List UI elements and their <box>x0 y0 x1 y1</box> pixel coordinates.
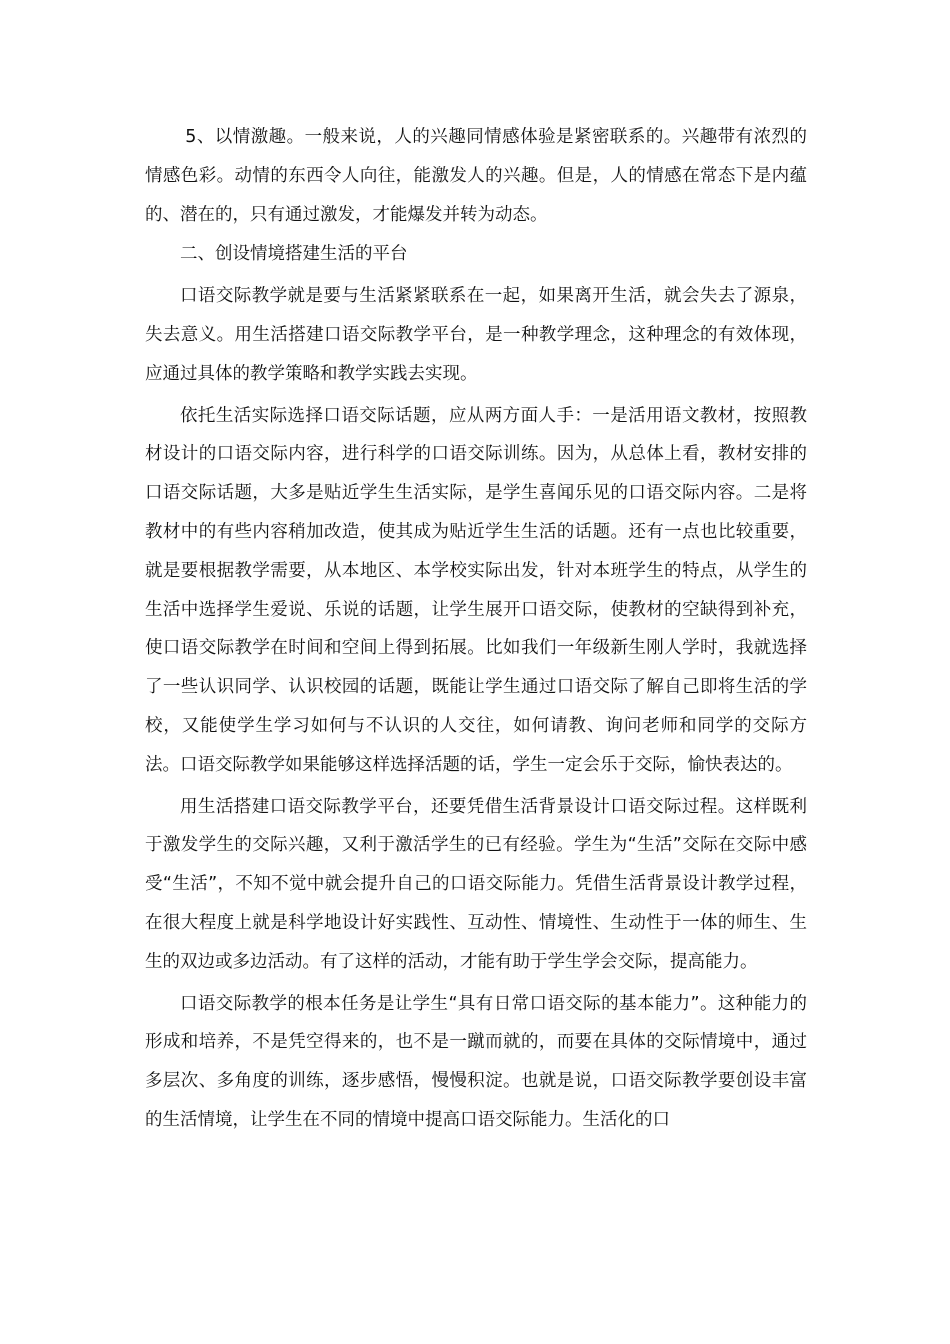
paragraph-life-background: 用生活搭建口语交际教学平台，还要凭借生活背景设计口语交际过程。这样既利于激发学生的交际兴趣，又利于激活学生的已有经验。学生为“生活”交际在交际中感受“生活”，不知不觉中就会提升自己的口语交际能力。凭借生活背景设计教学过程，在很大程度上就是科学地设计好实践性、互动性、情境性、生动性于一体的师生、生生的双边或多边活动。有了这样的活动，才能有助于学生学会交际，提高能力。 <box>145 796 807 972</box>
document-body <box>145 118 807 1140</box>
paragraph-life-connection: 口语交际教学就是要与生活紧紧联系在一起，如果离开生活，就会失去了源泉，失去意义。用生活搭建口语交际教学平台，是一种教学理念，这种理念的有效体现，应通过具体的教学策略和教学实践去实现。 <box>145 286 807 384</box>
paragraph-interest-by-emotion: 5、以情激趣。一般来说，人的兴趣同情感体验是紧密联系的。兴趣带有浓烈的情感色彩。动情的东西令人向往，能激发人的兴趣。但是，人的情感在常态下是内蕴的、潜在的，只有通过激发，才能爆发并转为动态。 <box>145 127 807 225</box>
paragraph-topic-selection: 依托生活实际选择口语交际话题，应从两方面人手：一是活用语文教材，按照教材设计的口语交际内容，进行科学的口语交际训练。因为，从总体上看，教材安排的口语交际话题，大多是贴近学生生活实际，是学生喜闻乐见的口语交际内容。二是将教材中的有些内容稍加改造，使其成为贴近学生生活的话题。还有一点也比较重要，就是要根据教学需要，从本地区、本学校实际出发，针对本班学生的特点，从学生的生活中选择学生爱说、乐说的话题，让学生展开口语交际，使教材的空缺得到补充，使口语交际教学在时间和空间上得到拓展。比如我们一年级新生刚人学时，我就选择了一些认识同学、认识校园的话题，既能让学生通过口语交际了解自己即将生活的学校，又能使学生学习如何与不认识的人交往，如何请教、询问老师和同学的交际方法。口语交际教学如果能够这样选择活题的话，学生一定会乐于交际，愉快表达的。 <box>145 405 807 775</box>
paragraph-fundamental-task: 口语交际教学的根本任务是让学生“具有日常口语交际的基本能力”。这种能力的形成和培养，不是凭空得来的，也不是一蹴而就的，而要在具体的交际情境中，通过多层次、多角度的训练，逐步感悟，慢慢积淀。也就是说，口语交际教学要创设丰富的生活情境，让学生在不同的情境中提高口语交际能力。生活化的口 <box>145 993 807 1130</box>
section-heading: 二、创设情境搭建生活的平台 <box>180 244 408 265</box>
